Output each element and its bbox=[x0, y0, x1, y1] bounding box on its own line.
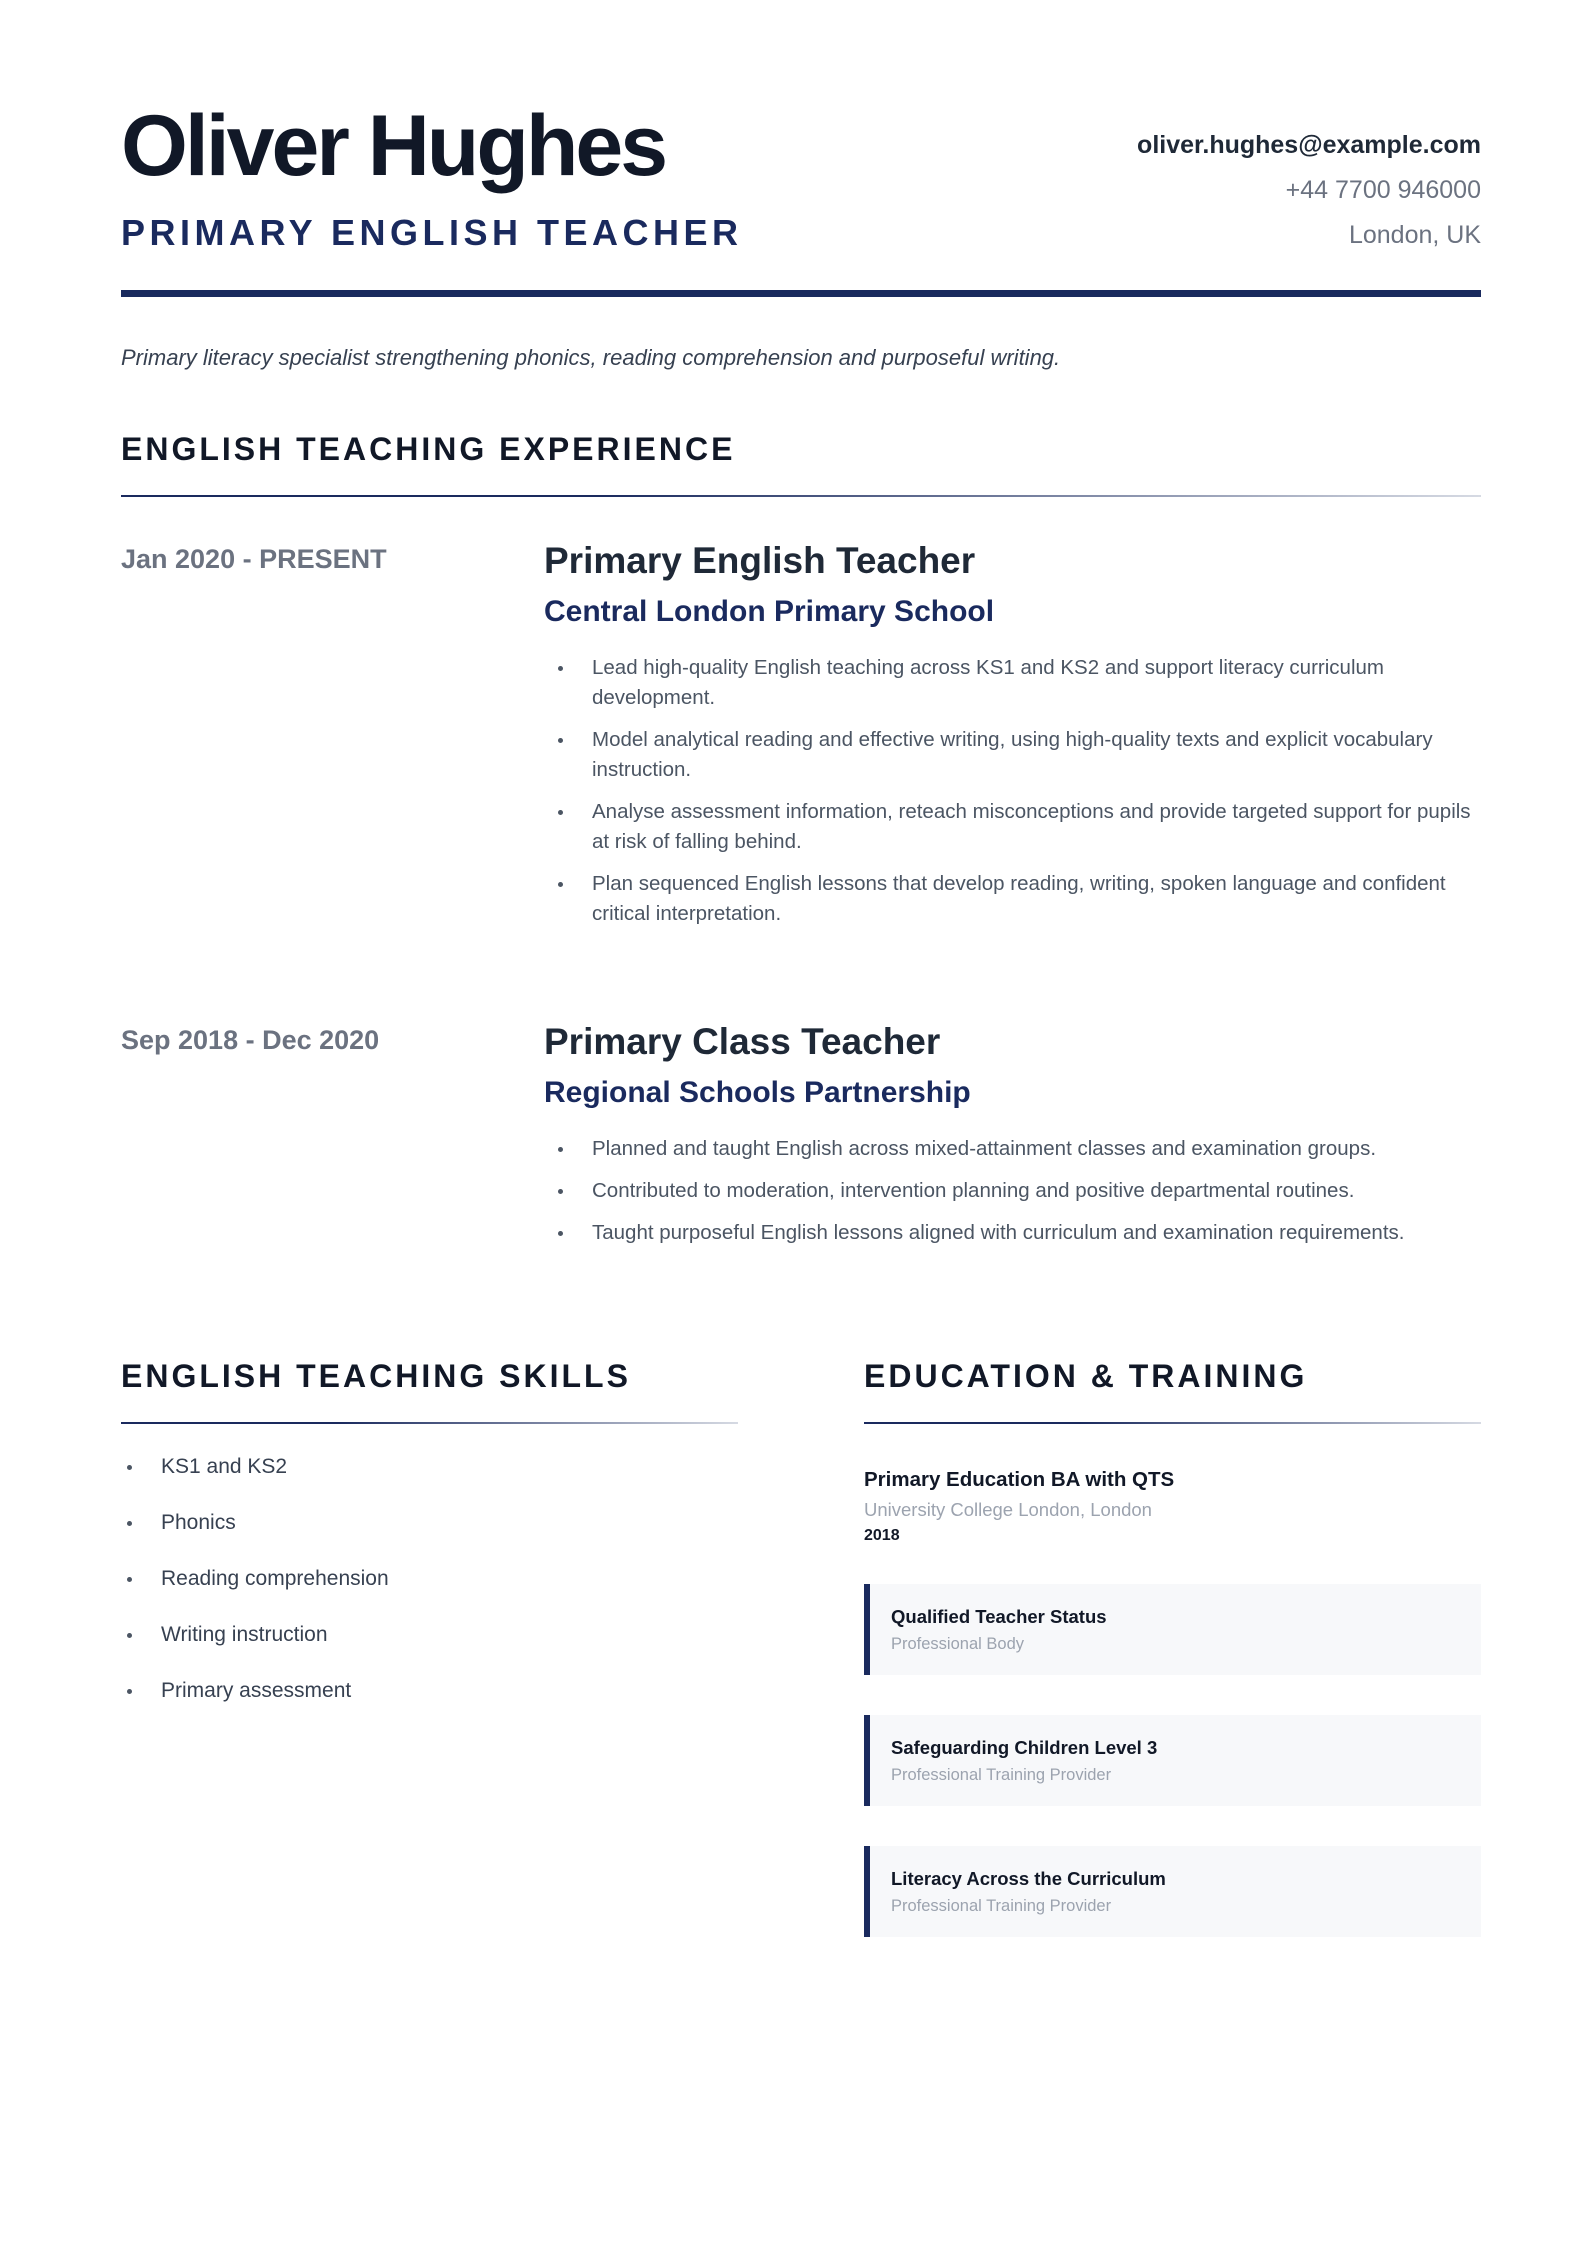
job-entry bbox=[121, 542, 1481, 941]
job-organisation: Regional Schools Partnership bbox=[544, 1076, 971, 1110]
contact-block bbox=[1137, 133, 1481, 248]
job-bullet: Analyse assessment information, reteach misconceptions and provide targeted support for pupils at risk of falling behind. bbox=[544, 797, 1481, 857]
skill-item: Phonics bbox=[121, 1510, 738, 1536]
degree-year: 2018 bbox=[864, 1527, 900, 1545]
profile-summary: Primary literacy specialist strengthening phonics, reading comprehension and purposeful writing. bbox=[121, 345, 1061, 370]
skill-item: Reading comprehension bbox=[121, 1566, 738, 1592]
name-block bbox=[121, 95, 743, 251]
job-bullet: Plan sequenced English lessons that develop reading, writing, spoken language and confident critical interpretation. bbox=[544, 869, 1481, 929]
job-bullet: Lead high-quality English teaching across KS1 and KS2 and support literacy curriculum development. bbox=[544, 653, 1481, 713]
certification-title: Literacy Across the Curriculum bbox=[891, 1868, 1166, 1890]
certification-title: Qualified Teacher Status bbox=[891, 1606, 1107, 1628]
contact-phone[interactable]: +44 7700 946000 bbox=[1285, 176, 1481, 204]
skills-list bbox=[121, 1454, 738, 1704]
experience-divider bbox=[121, 495, 1481, 497]
experience-section bbox=[121, 433, 1481, 1260]
skill-item: Writing instruction bbox=[121, 1622, 738, 1648]
job-organisation: Central London Primary School bbox=[544, 595, 995, 629]
skills-heading: ENGLISH TEACHING SKILLS bbox=[121, 1358, 631, 1395]
certification-card bbox=[864, 1584, 1481, 1675]
job-details bbox=[544, 542, 1481, 941]
job-bullet: Taught purposeful English lessons aligned with curriculum and examination requirements. bbox=[544, 1218, 1481, 1248]
education-section bbox=[864, 1360, 1481, 1937]
skills-divider bbox=[121, 1422, 738, 1424]
certification-card bbox=[864, 1846, 1481, 1937]
job-dates: Sep 2018 - Dec 2020 bbox=[121, 1025, 380, 1056]
degree-title: Primary Education BA with QTS bbox=[864, 1468, 1175, 1492]
candidate-name: Oliver Hughes bbox=[121, 98, 666, 194]
job-dates: Jan 2020 - PRESENT bbox=[121, 544, 387, 575]
education-divider bbox=[864, 1422, 1481, 1424]
degree-entry bbox=[864, 1470, 1481, 1544]
skills-section bbox=[121, 1360, 738, 1937]
candidate-role: PRIMARY ENGLISH TEACHER bbox=[121, 212, 743, 253]
header-divider bbox=[121, 290, 1481, 297]
certification-issuer: Professional Training Provider bbox=[891, 1765, 1112, 1784]
contact-email[interactable]: oliver.hughes@example.com bbox=[1137, 131, 1481, 159]
job-bullets bbox=[544, 1134, 1481, 1248]
skill-item: KS1 and KS2 bbox=[121, 1454, 738, 1480]
certification-title: Safeguarding Children Level 3 bbox=[891, 1737, 1158, 1759]
job-details bbox=[544, 1023, 1481, 1260]
job-bullets bbox=[544, 653, 1481, 929]
job-bullet: Planned and taught English across mixed-attainment classes and examination groups. bbox=[544, 1134, 1481, 1164]
job-bullet: Model analytical reading and effective writing, using high-quality texts and explicit vocabulary instruction. bbox=[544, 725, 1481, 785]
contact-location: London, UK bbox=[1348, 221, 1481, 249]
job-entry bbox=[121, 1023, 1481, 1260]
certification-card bbox=[864, 1715, 1481, 1806]
bottom-columns bbox=[121, 1360, 1481, 1937]
job-title: Primary Class Teacher bbox=[544, 1021, 941, 1063]
job-bullet: Contributed to moderation, intervention planning and positive departmental routines. bbox=[544, 1176, 1481, 1206]
certification-issuer: Professional Body bbox=[891, 1634, 1024, 1653]
education-heading: EDUCATION & TRAINING bbox=[864, 1358, 1308, 1395]
experience-heading: ENGLISH TEACHING EXPERIENCE bbox=[121, 431, 736, 468]
certification-issuer: Professional Training Provider bbox=[891, 1896, 1112, 1915]
degree-institution: University College London, London bbox=[864, 1498, 1152, 1520]
resume-header bbox=[121, 95, 1481, 290]
skill-item: Primary assessment bbox=[121, 1678, 738, 1704]
job-title: Primary English Teacher bbox=[544, 540, 976, 582]
